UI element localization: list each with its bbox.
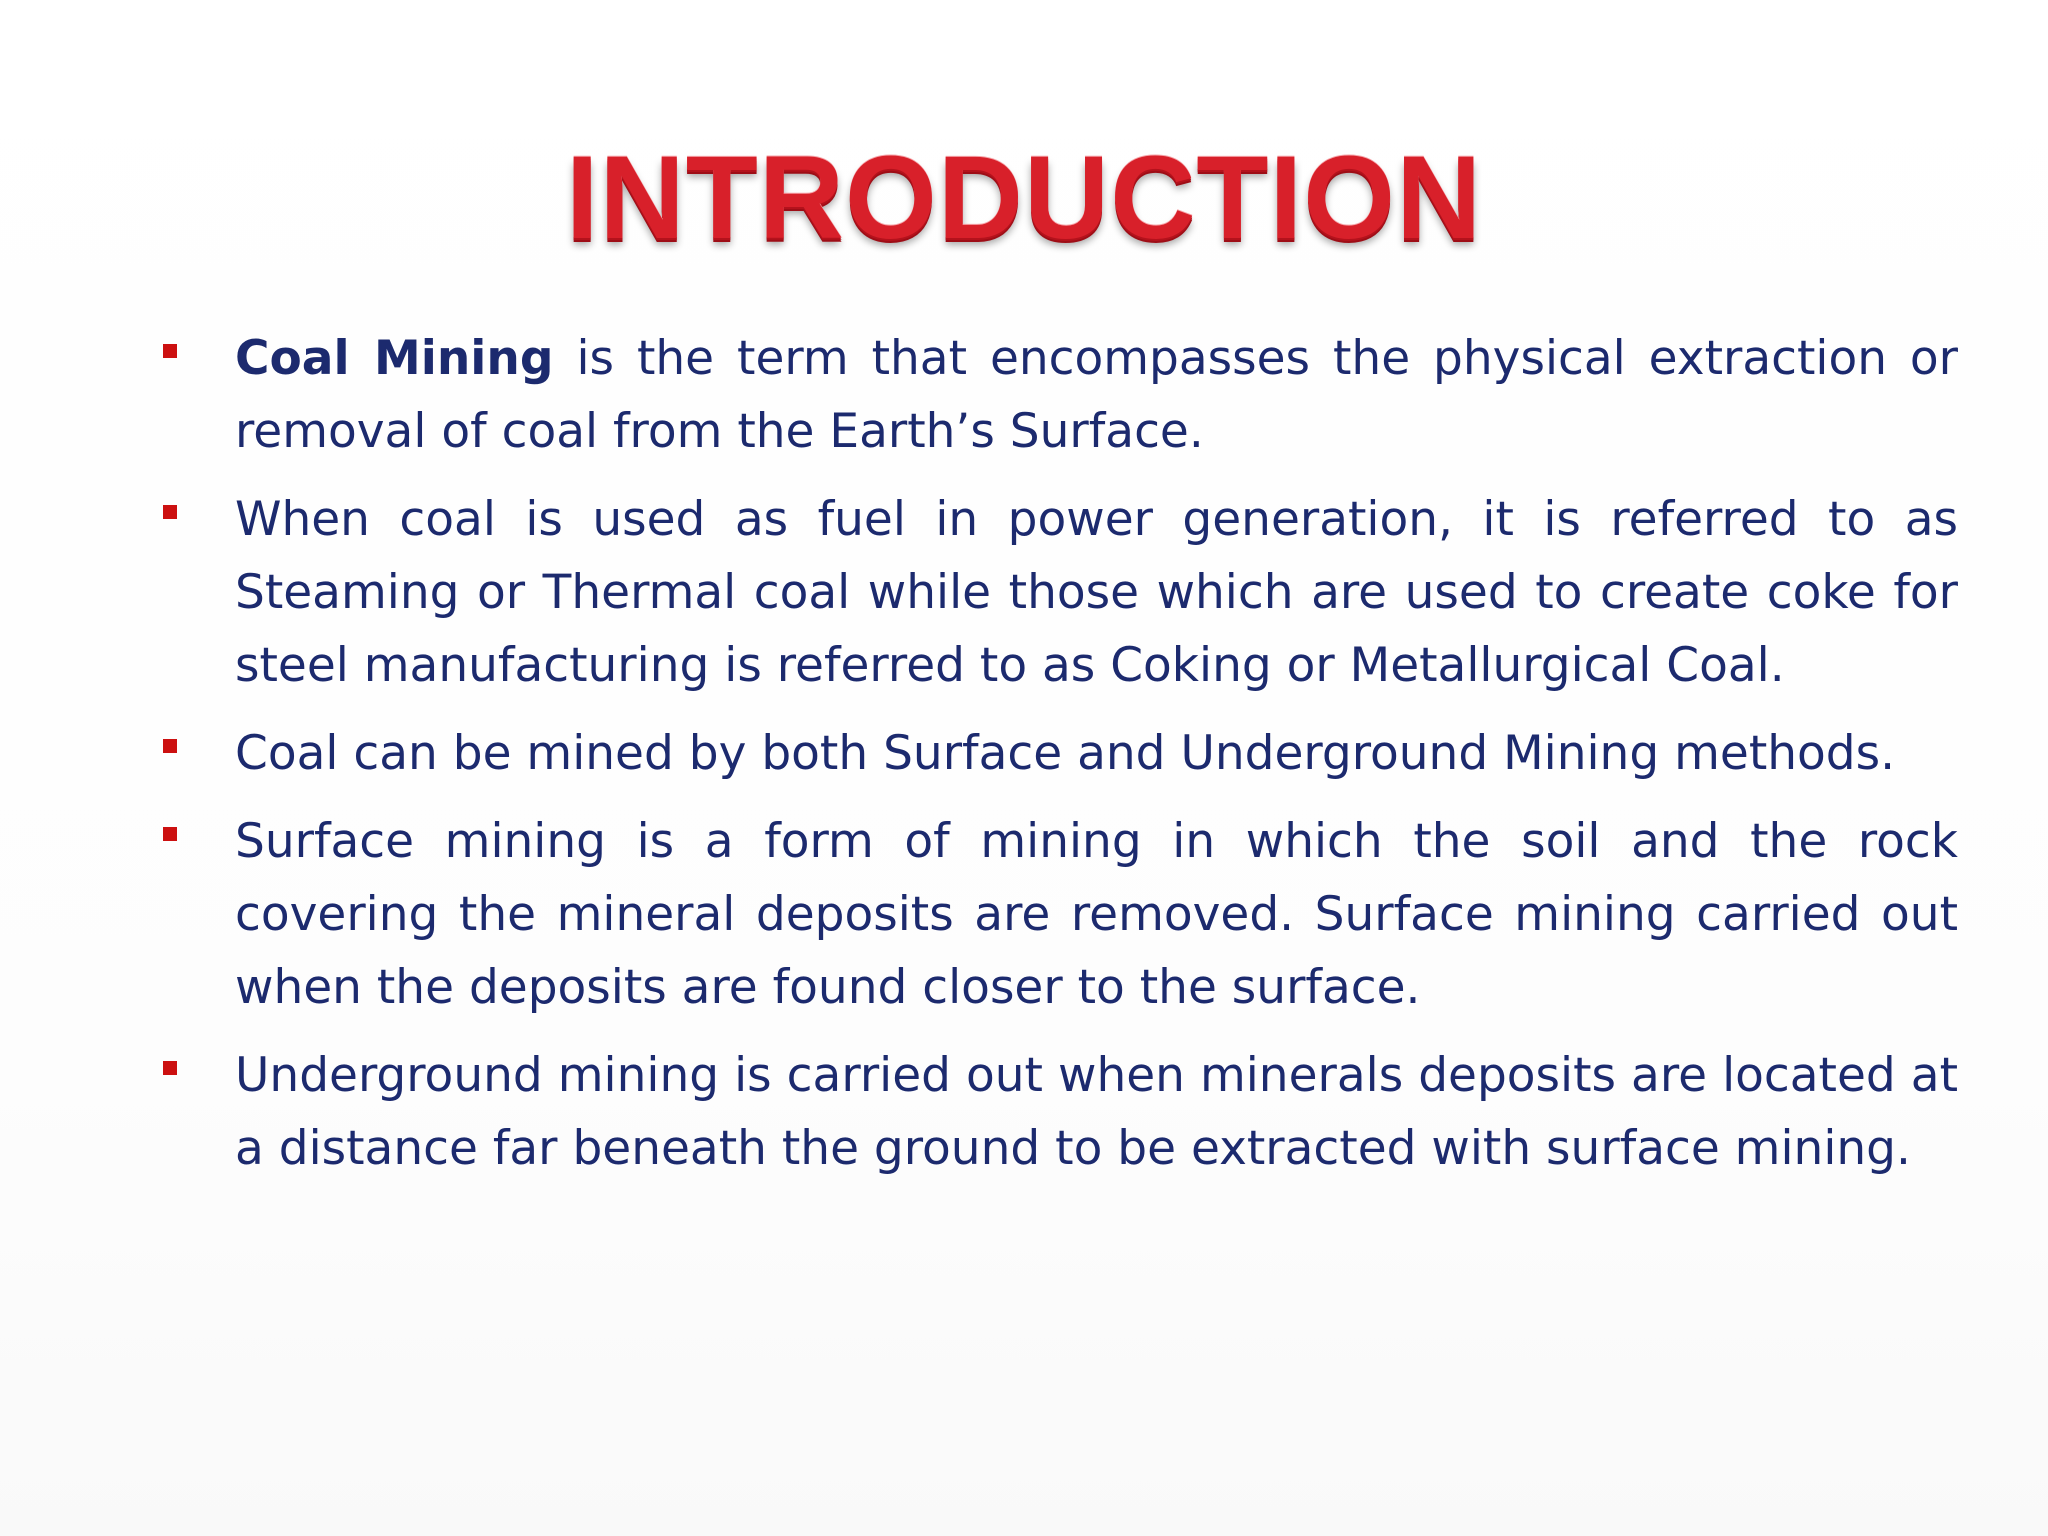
square-bullet-icon xyxy=(163,344,177,358)
square-bullet-icon xyxy=(163,1061,177,1075)
bullet-item-coal-types xyxy=(160,483,1958,702)
bullet-text: When coal is used as fuel in power generation, it is referred to as Steaming or Thermal coal while those which are used to create coke for steel manufacturing is referred to as Coking or Metallurgical Coal. xyxy=(235,492,1958,693)
bullet-text: Surface mining is a form of mining in which the soil and the rock covering the mineral deposits are removed. Surface mining carried out when the deposits are found closer to the surface. xyxy=(235,814,1958,1015)
bullet-item-surface-mining xyxy=(160,805,1958,1024)
bullet-text: is the term that encompasses the physical extraction or removal of coal from the Earth’s Surface. xyxy=(235,331,1958,459)
slide-title: INTRODUCTION xyxy=(565,132,1483,264)
bullet-text: Underground mining is carried out when minerals deposits are located at a distance far beneath the ground to be extracted with surface mining. xyxy=(235,1048,1958,1176)
bullet-list xyxy=(160,322,1958,1200)
bullet-term: Coal Mining xyxy=(235,331,554,386)
bullet-item-coal-mining xyxy=(160,322,1958,468)
bullet-item-mining-methods xyxy=(160,717,1958,790)
square-bullet-icon xyxy=(163,739,177,753)
square-bullet-icon xyxy=(163,827,177,841)
bullet-item-underground-mining xyxy=(160,1039,1958,1185)
bullet-text: Coal can be mined by both Surface and Underground Mining methods. xyxy=(235,726,1896,781)
square-bullet-icon xyxy=(163,505,177,519)
